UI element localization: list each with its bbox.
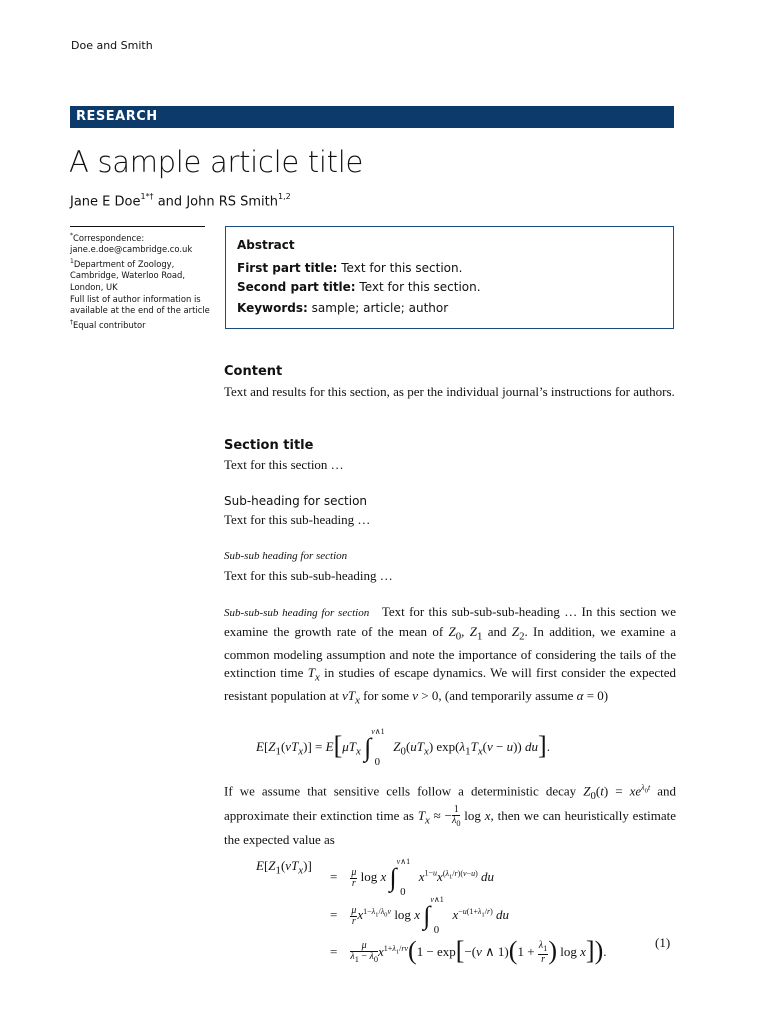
keywords: sample; article; author	[307, 301, 449, 315]
equation-line-1-rhs: = $\frac{\mu}{r}$ log x ∫$^{v\wedge 1}_0$ $x^{1-u}x^{(\lambda_1/r)(v-u)}$ du	[330, 856, 494, 898]
subsection-heading: Sub-heading for section	[224, 494, 368, 508]
paragraph-2-text-c: then we can heuristically estimate the expected value as	[224, 808, 676, 847]
equation-expected-value: $E[Z_1(vT_x)] = E[\mu T_x$ ∫$^{v\wedge 1}_0$ $Z_0(uT_x) \exp(\lambda_1T_x(v - u))$ du].	[256, 726, 550, 768]
equation-line-1: $E[Z_1(vT_x)]$	[256, 858, 312, 877]
running-head: Doe and Smith	[71, 39, 153, 52]
subsubsub-text-d: for some	[359, 688, 413, 704]
subsection-text: Text for this sub-heading …	[224, 512, 371, 527]
section-heading: Section title	[224, 438, 314, 453]
keywords-label: Keywords:	[237, 301, 308, 315]
subsubsection-text: Text for this sub-sub-heading …	[224, 568, 393, 583]
department: Department of Zoology, Cambridge, Waterloo Road, London, UK	[70, 258, 186, 292]
author-1: Jane E Doe	[70, 194, 141, 210]
correspondence-label: Correspondence:	[73, 232, 145, 243]
part-1-text: Text for this section.	[337, 261, 463, 275]
equal-contributor: Equal contributor	[73, 319, 146, 330]
equation-line-2: = $\frac{\mu}{r}$ $x^{1-\lambda_1/\lambda_0v}$ log x ∫$^{v\wedge 1}_0$ $x^{-u(1+\lambda_1/r)}$ du	[330, 894, 509, 936]
author-line	[70, 193, 291, 209]
math-z-list: Z	[448, 623, 456, 639]
author-joiner: and	[153, 194, 187, 210]
subsubsub-text-e: , (and temporarily assume	[438, 688, 577, 704]
affiliations: *Correspondence: jane.e.doe@cambridge.co.uk $^1$Department of Zoology, Cambridge, Waterloo Road, London, UK Full list of author information is available at the end of the article †Equal contributor	[70, 232, 210, 330]
content-heading: Content	[224, 364, 283, 379]
subsubsub-paragraph: Sub-sub-sub heading for section Text for this sub-sub-sub-heading … In this section we examine the growth rate of the mean of $Z_0$, $Z_1$ and $Z_2$. In addition, we examine a common modeling assumption and note the importance of considering the tails of the extinction time $T_x$ in studies of escape dynamics. We will first consider the expected resistant population at $vT_x$ for some v > 0, (and temporarily assume α = 0)	[224, 604, 677, 707]
full-author-list-note: Full list of author information is available at the end of the article	[70, 293, 210, 316]
paragraph-2-text-a: If we assume that sensitive cells follow a deterministic decay	[224, 783, 584, 799]
affiliation-divider	[70, 226, 205, 227]
dept-mark: 1	[70, 257, 74, 265]
correspondence-email[interactable]: jane.e.doe@cambridge.co.uk	[70, 244, 193, 255]
subsubsub-text-c: in studies of escape dynamics. We will first consider the expected resistant population at	[224, 665, 676, 704]
part-2-text: Text for this section.	[355, 280, 481, 294]
paragraph-2: If we assume that sensitive cells follow a deterministic decay $Z_0(t) = xe^{\lambda_0t}$ and approximate their extinction time as $T_x$ ≈ − $\frac{1}{\lambda_0}$ log x, then we can heuristically estimate the expected value as	[224, 783, 676, 847]
subsubsub-heading: Sub-sub-sub heading for section	[224, 607, 370, 619]
subsubsub-text-a: Text for this sub-sub-sub-heading … In this section we examine the growth rate of the mean of	[224, 604, 677, 639]
paragraph-2-text-b: and approximate their extinction time as	[224, 783, 676, 824]
equal-mark: †	[70, 318, 73, 326]
content-text: Text and results for this section, as per the individual journal’s instructions for authors.	[224, 384, 675, 399]
section-label-bar	[70, 106, 674, 128]
section-label: RESEARCH	[76, 109, 158, 124]
subsubsub-text-b: In addition, we examine a common modeling assumption and note the importance of considering the tails of the extinction time	[224, 623, 676, 681]
part-1-title: First part title:	[237, 261, 338, 275]
article-title: A sample article title	[69, 145, 363, 179]
author-1-marks: 1*†	[140, 192, 154, 201]
abstract-heading: Abstract	[237, 238, 295, 252]
section-text: Text for this section …	[224, 457, 344, 472]
abstract-keywords	[237, 301, 448, 315]
equation-line-3: = $\frac{\mu}{\lambda_1 - \lambda_0}$ $x^{1+\lambda_1/rv}(1 - \exp[-(v$ ∧ 1)(1 + $\frac{\lambda_1}{r}$ ) log x]).	[330, 936, 607, 966]
subsubsection-heading: Sub-sub heading for section	[224, 550, 348, 562]
author-2-marks: 1,2	[278, 192, 291, 201]
author-2: John RS Smith	[186, 194, 278, 210]
equation-number: (1)	[655, 935, 671, 950]
abstract-box	[225, 226, 674, 329]
abstract-part-1	[237, 261, 462, 275]
abstract-part-2	[237, 280, 481, 294]
part-2-title: Second part title:	[237, 280, 356, 294]
